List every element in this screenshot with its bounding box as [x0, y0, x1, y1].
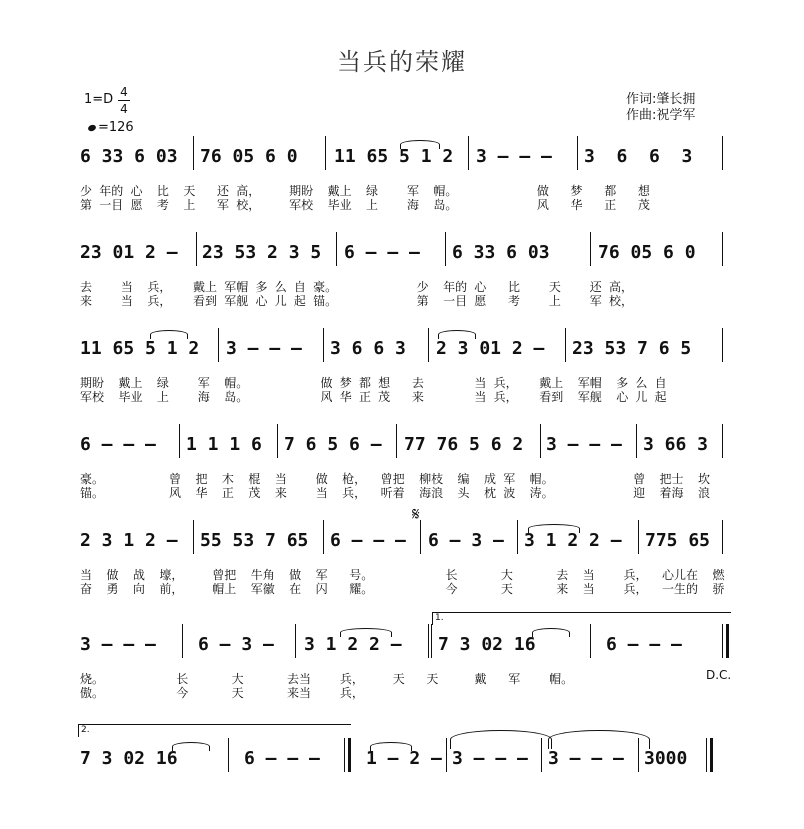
measure: 3 — — —	[452, 748, 528, 769]
measure: 6 — — —	[80, 434, 156, 455]
tie-mark	[400, 140, 440, 149]
measure: 3 6 6 3	[584, 146, 693, 167]
measure: 6 — — —	[344, 242, 420, 263]
tie-mark	[532, 628, 570, 637]
segno-icon: 𝄋	[412, 504, 420, 525]
lyrics-verse-1: 当 做 战 壕， 曾把 牛角 做 军 号。 长 大 去 当 兵， 心儿在 燃	[80, 568, 725, 582]
lyrics-verse-2: 军校 毕业 上 海 岛。 风 华 正 茂 来 当 兵， 看到 军舰 心 儿 起	[80, 390, 667, 404]
lyrics-verse-1: 豪。 曾 把 木 棍 当 做 枪， 曾把 柳枝 编 成 军 帽。 曾 把士 坎	[80, 472, 711, 486]
measure: 23 53 7 6 5	[572, 338, 692, 359]
measure: 3 — — —	[226, 338, 302, 359]
tie-mark	[438, 330, 476, 339]
measure: 6 33 6 03	[80, 146, 178, 167]
measure: 55 53 7 65	[200, 530, 309, 551]
lyrics-verse-1: 去 当 兵， 戴上 军帽 多 么 自 豪。 少 年的 心 比 天 还 高，	[80, 280, 633, 294]
measure: 6 — — —	[606, 634, 682, 655]
tie-mark	[548, 730, 650, 749]
credits	[626, 92, 695, 124]
tie-mark	[150, 330, 188, 339]
measure: 6 — 3 —	[198, 634, 274, 655]
measure: 3 — — —	[476, 146, 552, 167]
measure: 76 05 6 0	[598, 242, 696, 263]
measure: 76 05 6 0	[200, 146, 298, 167]
measure: 7 3 02 16	[438, 634, 536, 655]
volta-1: 1.	[432, 612, 731, 625]
measure: 3 — — —	[548, 748, 624, 769]
time-signature-bottom: 4	[118, 100, 130, 117]
measure: 3 66 3	[643, 434, 709, 455]
measure: 11 65 5 1 2	[334, 146, 454, 167]
measure: 6 — 3 —	[428, 530, 504, 551]
measure: 1 1 1 6	[186, 434, 262, 455]
lyrics-verse-1: 期盼 戴上 绿 军 帽。 做 梦 都 想 去 当 兵， 戴上 军帽 多 么 自	[80, 376, 667, 390]
measure: 23 53 2 3 5	[202, 242, 322, 263]
measure: 1 — 2 —	[366, 748, 442, 769]
lyrics-verse-2: 来 当 兵， 看到 军舰 心 儿 起 锚。 第 一目 愿 考 上 军 校，	[80, 294, 633, 308]
dc-marking: D.C.	[706, 668, 732, 682]
composer: 作曲:祝学军	[626, 108, 696, 123]
measure: 77 76 5 6 2	[404, 434, 524, 455]
measure: 3 6 6 3	[330, 338, 406, 359]
volta-2: 2.	[78, 724, 351, 737]
measure: 2 3 01 2 —	[436, 338, 545, 359]
measure: 3 — — —	[546, 434, 622, 455]
measure: 23 01 2 —	[80, 242, 178, 263]
measure: 11 65 5 1 2	[80, 338, 200, 359]
measure: 775 65	[645, 530, 711, 551]
measure: 3 1 2 2 —	[524, 530, 622, 551]
tempo-marking: =126	[88, 120, 134, 135]
tie-mark	[340, 628, 392, 637]
measure: 6 — — —	[330, 530, 406, 551]
measure: 3000	[644, 748, 688, 769]
measure: 6 33 6 03	[452, 242, 550, 263]
measure: 2 3 1 2 —	[80, 530, 178, 551]
tie-mark	[528, 524, 580, 533]
measure: 6 — — —	[244, 748, 320, 769]
song-title: 当兵的荣耀	[337, 48, 467, 76]
measure: 7 6 5 6 —	[284, 434, 382, 455]
measure: 3 — — —	[80, 634, 156, 655]
lyrics-verse-2: 锚。 风 华 正 茂 来 当 兵， 听着 海浪 头 枕 波 涛。 迎 着海 浪	[80, 486, 711, 500]
lyrics-verse-1: 少 年的 心 比 天 还 高， 期盼 戴上 绿 军 帽。 做 梦 都 想	[80, 184, 650, 198]
key-signature: 1=D	[84, 92, 114, 107]
tie-mark	[450, 730, 552, 749]
quarter-note-icon	[87, 124, 97, 132]
lyrics-verse-2: 傲。 今 天 来当 兵，	[80, 686, 364, 700]
tie-mark	[172, 742, 210, 751]
measure: 3 1 2 2 —	[304, 634, 402, 655]
lyricist: 作词:肇长拥	[626, 92, 696, 107]
lyrics-verse-1: 烧。 长 大 去当 兵， 天 天 戴 军 帽。	[80, 672, 574, 686]
time-signature	[118, 84, 130, 117]
time-signature-top: 4	[120, 85, 128, 99]
lyrics-verse-2: 奋 勇 向 前， 帽上 军徽 在 闪 耀。 今 天 来 当 兵， 一生的 骄	[80, 582, 725, 596]
lyrics-verse-2: 第 一目 愿 考 上 军 校， 军校 毕业 上 海 岛。 风 华 正 茂	[80, 198, 650, 212]
measure: 7 3 02 16	[80, 748, 178, 769]
tie-mark	[370, 742, 412, 751]
